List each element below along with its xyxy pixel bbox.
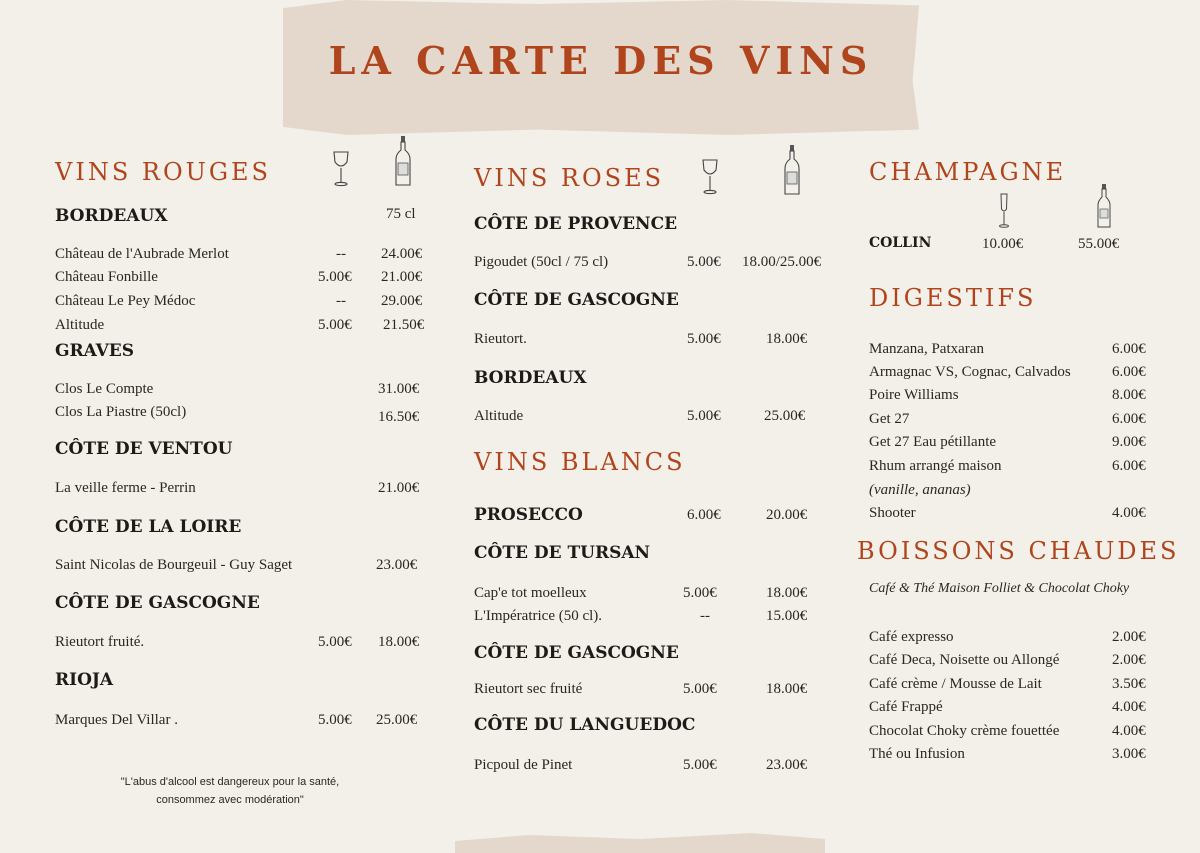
bottle-price: 18.00€ (766, 681, 808, 697)
bottle-price: 55.00€ (1078, 236, 1120, 252)
glass-price: 5.00€ (687, 254, 721, 270)
glass-price: -- (336, 246, 346, 262)
wine-name: Rieutort sec fruité (474, 681, 583, 697)
hot-drink-name: Thé ou Infusion (869, 746, 965, 762)
blancs-tursan-title: CÔTE DE TURSAN (474, 543, 651, 563)
digestif-price: 8.00€ (1112, 387, 1146, 403)
wine-name: Château Fonbille (55, 269, 158, 285)
health-warning-line1: "L'abus d'alcool est dangereux pour la santé, (120, 776, 340, 788)
bottle-price: 18.00€ (766, 585, 808, 601)
wine-name: Picpoul de Pinet (474, 757, 573, 773)
digestif-name: Shooter (869, 505, 916, 521)
digestif-name: Get 27 Eau pétillante (869, 434, 997, 450)
glass-price: 5.00€ (683, 681, 717, 697)
vins-rouges-heading: VINS ROUGES (55, 158, 271, 186)
hot-drink-price: 4.00€ (1112, 723, 1146, 739)
rouges-gascogne-title: CÔTE DE GASCOGNE (55, 593, 260, 613)
wine-name: Altitude (474, 408, 524, 424)
bottle-price: 21.00€ (378, 480, 420, 496)
glass-price: 6.00€ (687, 507, 721, 523)
bottle-price: 24.00€ (381, 246, 423, 262)
wine-name: Clos Le Compte (55, 381, 154, 397)
wine-name: Saint Nicolas de Bourgeuil - Guy Saget (55, 557, 293, 573)
bottom-paper-strip (455, 833, 825, 853)
hot-drinks-subtitle: Café & Thé Maison Folliet & Chocolat Choky (869, 581, 1130, 596)
blancs-gascogne-title: CÔTE DE GASCOGNE (474, 643, 679, 663)
wine-glass-icon (331, 150, 351, 188)
hot-drink-price: 4.00€ (1112, 699, 1146, 715)
glass-price: 5.00€ (318, 317, 352, 333)
wine-name: Rieutort. (474, 331, 527, 347)
bottle-price: 23.00€ (766, 757, 808, 773)
hot-drink-name: Chocolat Choky crème fouettée (869, 723, 1060, 739)
wine-name: Cap'e tot moelleux (474, 585, 587, 601)
blancs-languedoc-title: CÔTE DU LANGUEDOC (474, 715, 696, 735)
digestif-name: Armagnac VS, Cognac, Calvados (869, 364, 1071, 380)
hot-drink-price: 2.00€ (1112, 652, 1146, 668)
bottle-price: 29.00€ (381, 293, 423, 309)
wine-bottle-icon (782, 144, 802, 196)
champagne-heading: CHAMPAGNE (869, 158, 1067, 186)
page-title: LA CARTE DES VINS (328, 38, 874, 83)
digestif-price: 6.00€ (1112, 341, 1146, 357)
hot-drink-name: Café Frappé (869, 699, 943, 715)
health-warning-line2: consommez avec modération" (156, 794, 304, 806)
rouges-graves-title: GRAVES (55, 341, 135, 361)
wine-bottle-icon (393, 135, 413, 187)
hot-drink-name: Café Deca, Noisette ou Allongé (869, 652, 1060, 668)
digestifs-heading: DIGESTIFS (869, 284, 1037, 312)
wine-name: Rieutort fruité. (55, 634, 145, 650)
glass-price: 5.00€ (318, 634, 352, 650)
digestif-name: Poire Williams (869, 387, 959, 403)
glass-price: 10.00€ (982, 236, 1024, 252)
glass-price: 5.00€ (318, 269, 352, 285)
rouges-size-label: 75 cl (386, 206, 416, 222)
roses-gascogne-title: CÔTE DE GASCOGNE (474, 290, 679, 310)
champagne-bottle-icon (1096, 183, 1112, 229)
digestif-price: 6.00€ (1112, 364, 1146, 380)
rouges-ventou-title: CÔTE DE VENTOU (55, 439, 233, 459)
hot-drink-price: 3.00€ (1112, 746, 1146, 762)
rhum-flavours-note: (vanille, ananas) (869, 482, 971, 498)
bottle-price: 18.00€ (766, 331, 808, 347)
hot-drink-price: 3.50€ (1112, 676, 1146, 692)
glass-price: 5.00€ (687, 408, 721, 424)
vins-roses-heading: VINS ROSES (474, 164, 665, 192)
digestif-name: Manzana, Patxaran (869, 341, 984, 357)
boissons-chaudes-heading: BOISSONS CHAUDES (857, 537, 1180, 565)
digestif-price: 6.00€ (1112, 458, 1146, 474)
bottle-price: 18.00/25.00€ (742, 254, 822, 270)
glass-price: 5.00€ (687, 331, 721, 347)
wine-name: Clos La Piastre (50cl) (55, 404, 187, 420)
wine-name: La veille ferme - Perrin (55, 480, 196, 496)
bottle-price: 21.00€ (381, 269, 423, 285)
glass-price: -- (700, 608, 710, 624)
glass-price: 5.00€ (318, 712, 352, 728)
digestif-price: 4.00€ (1112, 505, 1146, 521)
bottle-price: 25.00€ (376, 712, 418, 728)
wine-name: Marques Del Villar . (55, 712, 178, 728)
bottle-price: 25.00€ (764, 408, 806, 424)
bottle-price: 20.00€ (766, 507, 808, 523)
rouges-bordeaux-title: BORDEAUX (55, 206, 168, 226)
wine-glass-icon (700, 158, 720, 196)
wine-name: Altitude (55, 317, 105, 333)
rouges-rioja-title: RIOJA (55, 670, 114, 690)
blancs-prosecco-title: PROSECCO (474, 505, 583, 525)
vins-blancs-heading: VINS BLANCS (474, 448, 686, 476)
wine-name: L'Impératrice (50 cl). (474, 608, 603, 624)
wine-name: Château Le Pey Médoc (55, 293, 196, 309)
hot-drink-name: Café crème / Mousse de Lait (869, 676, 1042, 692)
digestif-price: 9.00€ (1112, 434, 1146, 450)
hot-drink-price: 2.00€ (1112, 629, 1146, 645)
wine-name: Pigoudet (50cl / 75 cl) (474, 254, 609, 270)
digestif-name: Get 27 (869, 411, 910, 427)
bottle-price: 15.00€ (766, 608, 808, 624)
bottle-price: 16.50€ (378, 409, 420, 425)
bottle-price: 21.50€ (383, 317, 425, 333)
wine-name: Château de l'Aubrade Merlot (55, 246, 229, 262)
roses-bordeaux-title: BORDEAUX (474, 368, 587, 388)
rouges-loire-title: CÔTE DE LA LOIRE (55, 517, 242, 537)
glass-price: 5.00€ (683, 757, 717, 773)
bottle-price: 23.00€ (376, 557, 418, 573)
champagne-collin-name: COLLIN (869, 235, 932, 251)
bottle-price: 18.00€ (378, 634, 420, 650)
glass-price: -- (336, 293, 346, 309)
glass-price: 5.00€ (683, 585, 717, 601)
bottle-price: 31.00€ (378, 381, 420, 397)
champagne-flute-icon (997, 193, 1011, 229)
digestif-name: Rhum arrangé maison (869, 458, 1002, 474)
hot-drink-name: Café expresso (869, 629, 954, 645)
digestif-price: 6.00€ (1112, 411, 1146, 427)
roses-provence-title: CÔTE DE PROVENCE (474, 214, 678, 234)
